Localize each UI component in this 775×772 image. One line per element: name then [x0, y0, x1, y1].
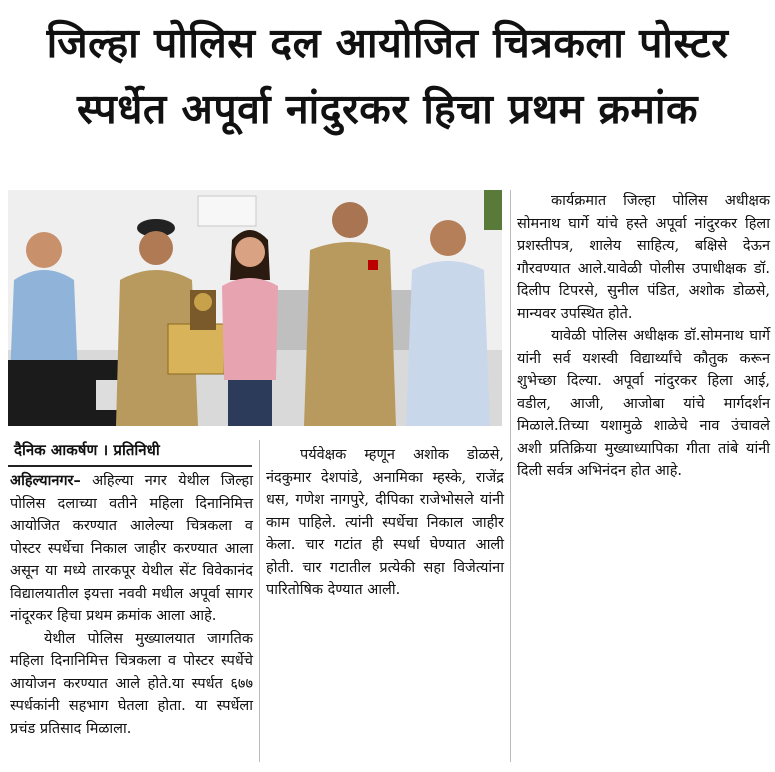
paragraph-2: येथील पोलिस मुख्यालयात जागतिक महिला दिनानिमित्त चित्रकला व पोस्टर स्पर्धेचे आयोजन करण्यात आले होते.या स्पर्धत ६७७ स्पर्धकांनी सहभाग घेतला होता. या स्पर्धेला प्रचंड प्रतिसाद मिळाला.: [10, 630, 253, 737]
headline: [0, 10, 775, 142]
headline-line-2: स्पर्धेत अपूर्वा नांदुरकर हिचा प्रथम क्रमांक: [76, 85, 699, 133]
column-divider: [510, 190, 511, 762]
article-column-3: [517, 190, 770, 483]
news-photo: [8, 190, 502, 426]
byline: दैनिक आकर्षण । प्रतिनिधी: [14, 441, 160, 459]
award-ceremony-illustration: [8, 190, 502, 426]
article-column-2: [266, 444, 504, 602]
paragraph-3: पर्यवेक्षक म्हणून अशोक डोळसे, नंदकुमार देशपांडे, अनामिका म्हस्के, राजेंद्र धस, गणेश नागपुरे, दीपिका राजेभोसले यांनी काम पाहिले. त्यांनी स्पर्धेचा निकाल जाहीर केला. चार गटांत ही स्पर्धा घेण्यात आली होती. चार गटातील प्रत्येकी सहा विजेत्यांना पारितोषिक देण्यात आली.: [266, 447, 504, 598]
paragraph-4: कार्यक्रमात जिल्हा पोलिस अधीक्षक सोमनाथ घार्गे यांचे हस्ते अपूर्वा नांदुरकर हिला प्रशस्तीपत्र, शालेय साहित्य, बक्षिसे देऊन गौरवण्यात आले.यावेळी पोलीस उपाधीक्षक डॉ. दिलीप टिपरसे, सुनील पंडित, अशोक डोळसे, मान्यवर उपस्थित होते.: [517, 193, 770, 322]
paragraph-5: यावेळी पोलिस अधीक्षक डॉ.सोमनाथ घार्गे यांनी सर्व यशस्वी विद्यार्थ्यांचे कौतुक करून शुभेच्छा दिल्या. अपूर्वा नांदुरकर हिला आई, वडील, आजी, आजोबा यांचे मार्गदर्शन मिळाले.तिच्या यशामुळे शाळेचे नाव उंचावले अशी प्रतिक्रिया मुख्याध्यापिका गीता तांबे यांनी दिली सर्वत्र अभिनंदन होत आहे.: [517, 328, 770, 479]
byline-rule: [8, 465, 252, 467]
article-column-1: [10, 470, 253, 740]
headline-line-1: जिल्हा पोलिस दल आयोजित चित्रकला पोस्टर: [46, 19, 729, 67]
paragraph-1: अहिल्या नगर येथील जिल्हा पोलिस दलाच्या वतीने महिला दिनानिमित्त आयोजित करण्यात आलेल्या चित्रकला व पोस्टर स्पर्धेचा निकाल जाहीर करण्यात आला असून या मध्ये तारकपूर येथील सेंट विवेकानंद विद्यालयातील इयत्ता नववी मधील अपूर्वा सागर नांदूरकर हिचा प्रथम क्रमांक आला आहे.: [10, 473, 254, 624]
column-divider: [259, 440, 260, 762]
dateline: अहिल्यानगर–: [10, 473, 81, 489]
